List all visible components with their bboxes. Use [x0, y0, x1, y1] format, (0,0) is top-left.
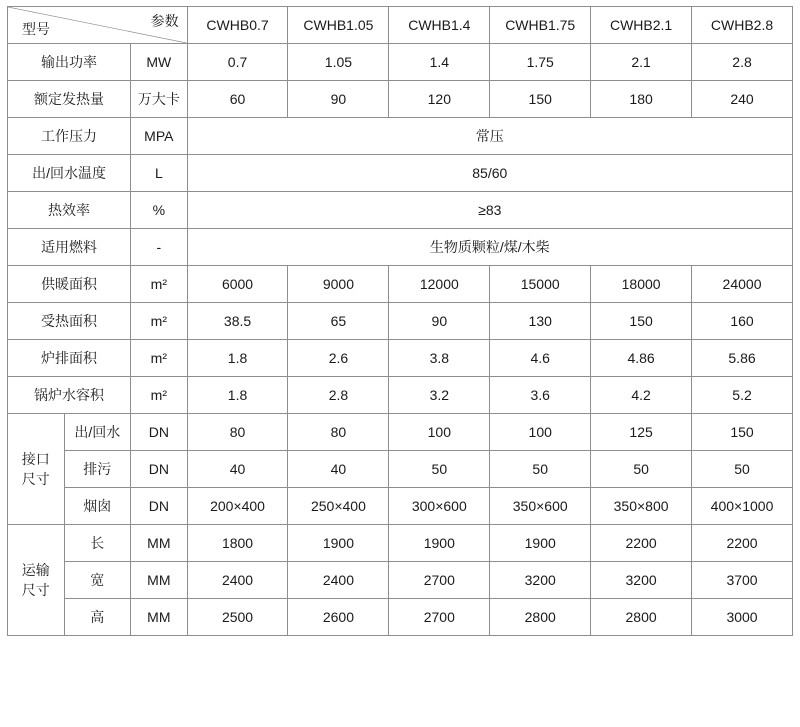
model-header-cell: CWHB1.4	[389, 7, 490, 44]
table-cell: 5.86	[692, 340, 793, 377]
table-cell: 400×1000	[692, 488, 793, 525]
table-row	[8, 451, 793, 488]
table-cell: 24000	[692, 266, 793, 303]
table-cell: 125	[591, 414, 692, 451]
table-row	[8, 414, 793, 451]
table-cell: 6000	[187, 266, 288, 303]
table-cell: 1.4	[389, 44, 490, 81]
table-cell: 2400	[187, 562, 288, 599]
row-unit: L	[131, 155, 188, 192]
table-cell: 80	[187, 414, 288, 451]
table-row	[8, 155, 793, 192]
row-unit: m²	[131, 377, 188, 414]
table-cell: 3200	[490, 562, 591, 599]
table-cell: 100	[490, 414, 591, 451]
table-cell: 4.86	[591, 340, 692, 377]
table-cell: 250×400	[288, 488, 389, 525]
table-cell: 50	[591, 451, 692, 488]
row-unit: MPA	[131, 118, 188, 155]
table-cell-merged: 85/60	[187, 155, 792, 192]
row-unit: DN	[131, 451, 188, 488]
sub-row-label: 烟囱	[64, 488, 131, 525]
table-row	[8, 44, 793, 81]
row-unit: MM	[131, 562, 188, 599]
model-header-label: 型号	[22, 21, 50, 37]
table-cell: 120	[389, 81, 490, 118]
row-label: 供暖面积	[8, 266, 131, 303]
table-cell-merged: 常压	[187, 118, 792, 155]
row-unit: %	[131, 192, 188, 229]
table-cell: 2700	[389, 562, 490, 599]
table-cell: 350×600	[490, 488, 591, 525]
row-label: 锅炉水容积	[8, 377, 131, 414]
table-cell: 2200	[591, 525, 692, 562]
table-cell: 2400	[288, 562, 389, 599]
table-row	[8, 488, 793, 525]
specification-table	[7, 6, 793, 636]
table-cell: 80	[288, 414, 389, 451]
table-cell: 2200	[692, 525, 793, 562]
row-label: 工作压力	[8, 118, 131, 155]
table-cell: 2.8	[288, 377, 389, 414]
table-cell: 50	[490, 451, 591, 488]
row-unit: 万大卡	[131, 81, 188, 118]
table-cell: 3700	[692, 562, 793, 599]
table-cell: 2800	[591, 599, 692, 636]
sub-row-label: 高	[64, 599, 131, 636]
table-cell: 50	[692, 451, 793, 488]
row-unit: MM	[131, 525, 188, 562]
table-cell: 15000	[490, 266, 591, 303]
row-label: 热效率	[8, 192, 131, 229]
table-cell: 1.05	[288, 44, 389, 81]
table-cell: 1900	[389, 525, 490, 562]
table-row	[8, 525, 793, 562]
table-cell: 3.6	[490, 377, 591, 414]
row-label: 输出功率	[8, 44, 131, 81]
table-cell: 40	[187, 451, 288, 488]
group-label-transport	[8, 525, 65, 636]
table-cell: 3000	[692, 599, 793, 636]
table-cell: 38.5	[187, 303, 288, 340]
table-cell: 5.2	[692, 377, 793, 414]
table-row	[8, 377, 793, 414]
table-cell: 2600	[288, 599, 389, 636]
table-cell: 65	[288, 303, 389, 340]
table-cell: 3200	[591, 562, 692, 599]
table-row	[8, 266, 793, 303]
group-label-line: 接口	[21, 450, 50, 467]
sub-row-label: 长	[64, 525, 131, 562]
table-cell: 40	[288, 451, 389, 488]
table-cell: 200×400	[187, 488, 288, 525]
table-cell: 90	[288, 81, 389, 118]
row-unit: DN	[131, 414, 188, 451]
model-header-cell: CWHB0.7	[187, 7, 288, 44]
row-unit: m²	[131, 266, 188, 303]
row-label: 受热面积	[8, 303, 131, 340]
table-cell: 1900	[288, 525, 389, 562]
model-header-cell: CWHB2.8	[692, 7, 793, 44]
table-row	[8, 599, 793, 636]
table-cell: 350×800	[591, 488, 692, 525]
table-cell: 1.8	[187, 377, 288, 414]
row-unit: MM	[131, 599, 188, 636]
table-row	[8, 81, 793, 118]
table-row	[8, 229, 793, 266]
group-label-line: 尺寸	[21, 471, 50, 487]
table-cell: 2800	[490, 599, 591, 636]
table-row	[8, 303, 793, 340]
table-cell: 1800	[187, 525, 288, 562]
row-unit: m²	[131, 340, 188, 377]
table-cell: 160	[692, 303, 793, 340]
row-unit: m²	[131, 303, 188, 340]
table-cell: 2.6	[288, 340, 389, 377]
table-cell: 90	[389, 303, 490, 340]
group-label-line: 尺寸	[21, 582, 50, 598]
sub-row-label: 出/回水	[64, 414, 131, 451]
table-cell: 180	[591, 81, 692, 118]
table-cell: 60	[187, 81, 288, 118]
table-cell: 9000	[288, 266, 389, 303]
table-cell-merged: ≥83	[187, 192, 792, 229]
table-header-row	[8, 7, 793, 44]
table-row	[8, 562, 793, 599]
table-cell: 2500	[187, 599, 288, 636]
table-cell: 150	[692, 414, 793, 451]
sub-row-label: 排污	[64, 451, 131, 488]
parameter-header-label: 参数	[150, 13, 179, 29]
table-cell: 1.8	[187, 340, 288, 377]
table-cell: 4.2	[591, 377, 692, 414]
table-cell-merged: 生物质颗粒/煤/木柴	[187, 229, 792, 266]
table-cell: 2.1	[591, 44, 692, 81]
row-unit: MW	[131, 44, 188, 81]
table-cell: 0.7	[187, 44, 288, 81]
model-header-cell: CWHB1.75	[490, 7, 591, 44]
table-cell: 12000	[389, 266, 490, 303]
table-cell: 240	[692, 81, 793, 118]
model-header-cell: CWHB1.05	[288, 7, 389, 44]
row-label: 出/回水温度	[8, 155, 131, 192]
table-cell: 150	[591, 303, 692, 340]
table-cell: 150	[490, 81, 591, 118]
table-cell: 130	[490, 303, 591, 340]
row-unit: -	[131, 229, 188, 266]
header-corner-cell	[8, 7, 188, 44]
table-cell: 1900	[490, 525, 591, 562]
table-cell: 1.75	[490, 44, 591, 81]
table-cell: 50	[389, 451, 490, 488]
row-label: 适用燃料	[8, 229, 131, 266]
table-cell: 100	[389, 414, 490, 451]
table-cell: 2.8	[692, 44, 793, 81]
model-header-cell: CWHB2.1	[591, 7, 692, 44]
table-cell: 3.2	[389, 377, 490, 414]
table-cell: 2700	[389, 599, 490, 636]
row-label: 额定发热量	[8, 81, 131, 118]
group-label-connection	[8, 414, 65, 525]
sub-row-label: 宽	[64, 562, 131, 599]
row-unit: DN	[131, 488, 188, 525]
table-row	[8, 340, 793, 377]
table-cell: 4.6	[490, 340, 591, 377]
table-cell: 18000	[591, 266, 692, 303]
table-row	[8, 192, 793, 229]
table-row	[8, 118, 793, 155]
table-cell: 3.8	[389, 340, 490, 377]
table-cell: 300×600	[389, 488, 490, 525]
group-label-line: 运输	[21, 561, 50, 578]
row-label: 炉排面积	[8, 340, 131, 377]
